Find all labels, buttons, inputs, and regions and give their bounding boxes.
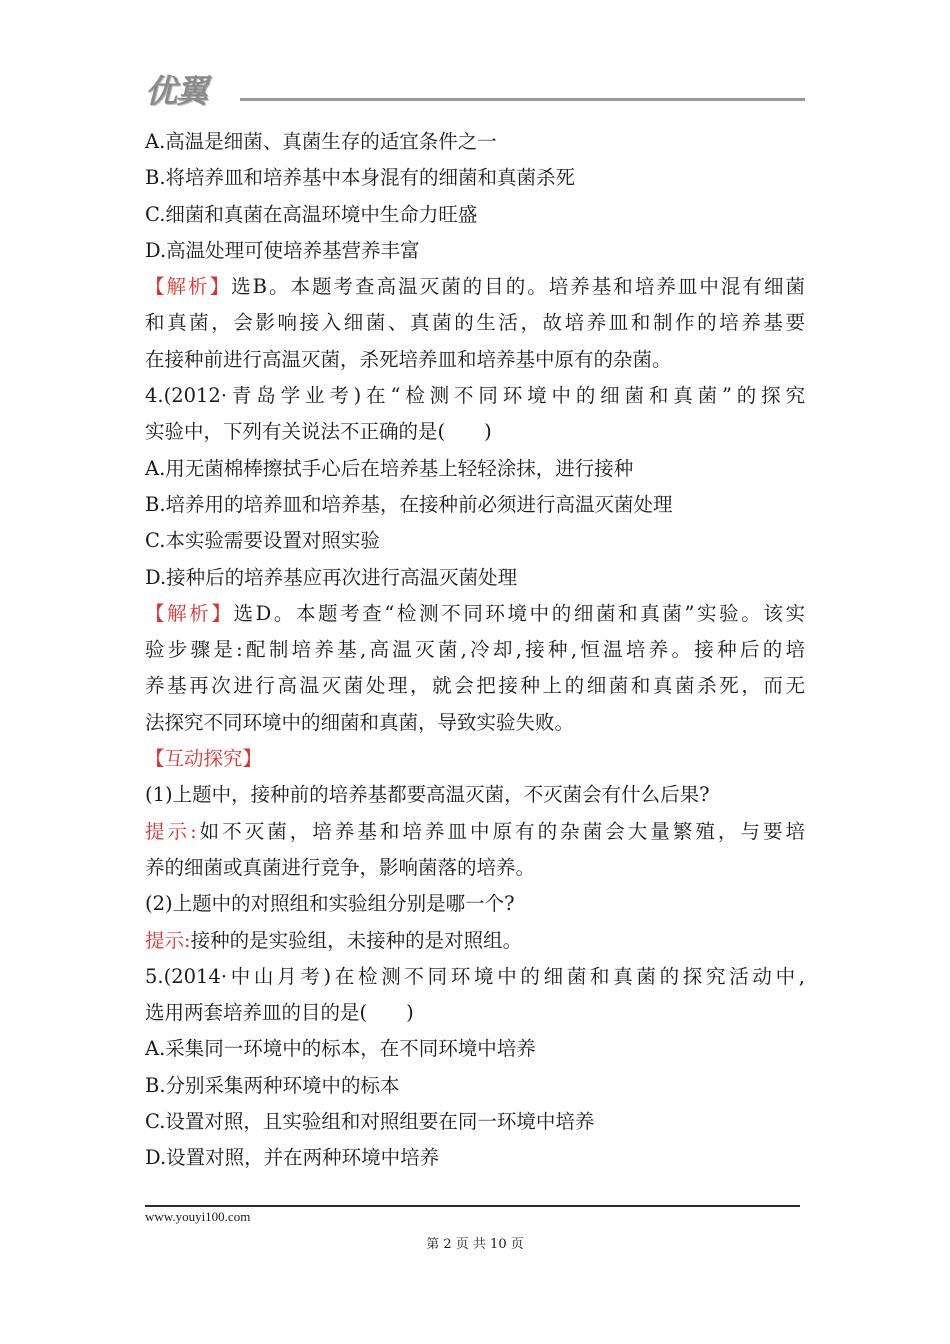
interactive-question-1: (1)上题中，接种前的培养基都要高温灭菌，不灭菌会有什么后果? bbox=[145, 783, 710, 807]
q4-option-c: C.本实验需要设置对照实验 bbox=[145, 529, 380, 553]
q3-option-b: B.将培养皿和培养基中本身混有的细菌和真菌杀死 bbox=[145, 166, 576, 190]
q3-analysis-line bbox=[145, 269, 805, 305]
logo: 优翼 bbox=[145, 72, 208, 110]
header-divider bbox=[240, 98, 805, 101]
q5-option-c: C.设置对照，且实验组和对照组要在同一环境中培养 bbox=[145, 1110, 595, 1134]
q5-option-d: D.设置对照，并在两种环境中培养 bbox=[145, 1146, 440, 1170]
q4-stem: 实验中，下列有关说法不正确的是( ) bbox=[145, 420, 492, 444]
hint-1-line: 养的细菌或真菌进行竞争，影响菌落的培养。 bbox=[145, 855, 536, 879]
q4-option-d: D.接种后的培养基应再次进行高温灭菌处理 bbox=[145, 565, 518, 589]
q3-option-d: D.高温处理可使培养基营养丰富 bbox=[145, 238, 420, 262]
analysis-label: 【解析】 bbox=[145, 275, 232, 299]
q4-analysis-line bbox=[145, 596, 805, 632]
q4-option-b: B.培养用的培养皿和培养基，在接种前必须进行高温灭菌处理 bbox=[145, 492, 673, 516]
q3-option-a: A.高温是细菌、真菌生存的适宜条件之一 bbox=[145, 130, 497, 153]
q4-stem: 4.(2012·青岛学业考)在“检测不同环境中的细菌和真菌”的探究 bbox=[145, 384, 805, 408]
page-header bbox=[145, 66, 805, 110]
interactive-question-2: (2)上题中的对照组和实验组分别是哪一个? bbox=[145, 892, 515, 916]
analysis-label: 【解析】 bbox=[145, 601, 234, 625]
analysis-text: 选B。本题考查高温灭菌的目的。培养基和培养皿中混有细菌 bbox=[231, 275, 805, 299]
q3-option-c: C.细菌和真菌在高温环境中生命力旺盛 bbox=[145, 202, 478, 226]
q4-option-a: A.用无菌棉棒擦拭手心后在培养基上轻轻涂抹，进行接种 bbox=[145, 456, 634, 480]
document-body bbox=[145, 124, 805, 1177]
q5-option-b: B.分别采集两种环境中的标本 bbox=[145, 1073, 400, 1097]
q4-analysis-line: 验步骤是:配制培养基,高温灭菌,冷却,接种,恒温培养。接种后的培 bbox=[145, 638, 805, 662]
q4-analysis-line: 养基再次进行高温灭菌处理，就会把接种上的细菌和真菌杀死，而无 bbox=[145, 674, 805, 698]
page-number: 第 2 页 共 10 页 bbox=[426, 1237, 524, 1252]
hint-label: 提示: bbox=[145, 928, 191, 952]
footer-divider bbox=[145, 1205, 800, 1207]
hint-text: 接种的是实验组，未接种的是对照组。 bbox=[190, 928, 523, 952]
q5-stem: 选用两套培养皿的目的是( ) bbox=[145, 1001, 414, 1025]
q3-analysis-line: 和真菌，会影响接入细菌、真菌的生活，故培养皿和制作的培养基要 bbox=[145, 311, 805, 335]
q4-analysis-line: 法探究不同环境中的细菌和真菌，导致实验失败。 bbox=[145, 710, 575, 734]
hint-text: 如不灭菌，培养基和培养皿中原有的杂菌会大量繁殖，与要培 bbox=[196, 819, 805, 843]
analysis-text: 选D。本题考查“检测不同环境中的细菌和真菌”实验。该实 bbox=[233, 601, 805, 625]
footer-url: www.youyi100.com bbox=[145, 1209, 251, 1224]
hint-label: 提示: bbox=[145, 819, 197, 843]
interactive-title: 【互动探究】 bbox=[145, 747, 263, 771]
hint-1-line bbox=[145, 814, 805, 850]
hint-2-line bbox=[145, 923, 805, 959]
q3-analysis-line: 在接种前进行高温灭菌，杀死培养皿和培养基中原有的杂菌。 bbox=[145, 347, 672, 371]
q5-stem: 5.(2014·中山月考)在检测不同环境中的细菌和真菌的探究活动中, bbox=[145, 964, 805, 988]
q5-option-a: A.采集同一环境中的标本，在不同环境中培养 bbox=[145, 1037, 536, 1061]
